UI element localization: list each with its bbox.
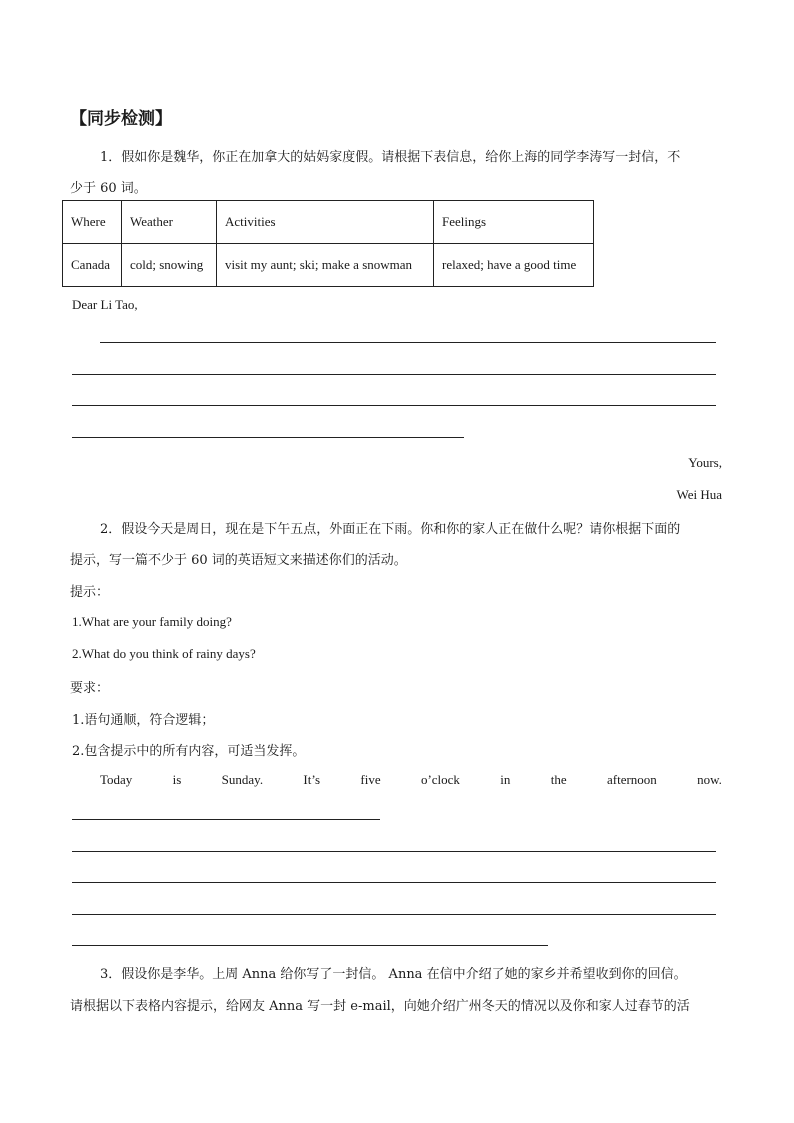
answer-line[interactable] xyxy=(100,342,716,343)
start-word: in xyxy=(500,772,511,787)
table-cell: visit my aunt; ski; make a snowman xyxy=(217,244,434,287)
answer-line[interactable] xyxy=(72,945,548,946)
section-heading: 【同步检测】 xyxy=(70,109,172,129)
start-word: is xyxy=(172,772,182,787)
table-header-cell: Feelings xyxy=(434,201,594,244)
start-word: the xyxy=(550,772,567,787)
q3-prompt-line2: 请根据以下表格内容提示，给网友 Anna 写一封 e-mail，向她介绍广州冬天的情况以及你和家人过春节的活 xyxy=(70,999,690,1014)
q2-start-sentence xyxy=(100,772,722,788)
table-header-row xyxy=(63,201,594,244)
q3-prompt-line1: 3．假设你是李华。上周 Anna 给你写了一封信。 Anna 在信中介绍了她的家乡并希望收到你的回信。 xyxy=(100,967,687,982)
q1-prompt-line2: 少于 60 词。 xyxy=(70,181,147,196)
letter-greeting: Dear Li Tao, xyxy=(72,297,138,312)
start-word: now. xyxy=(697,772,722,787)
table-row xyxy=(63,244,594,287)
requirement-item: 2.包含提示中的所有内容，可适当发挥。 xyxy=(72,744,306,759)
start-word: Sunday. xyxy=(221,772,264,787)
start-word: It’s xyxy=(303,772,321,787)
start-word: five xyxy=(360,772,381,787)
answer-line[interactable] xyxy=(72,851,716,852)
answer-line[interactable] xyxy=(72,882,716,883)
letter-signature: Wei Hua xyxy=(676,487,722,502)
start-word: afternoon xyxy=(606,772,657,787)
table-header-cell: Where xyxy=(63,201,122,244)
requirement-label: 要求： xyxy=(70,681,110,696)
hint-item: 2.What do you think of rainy days? xyxy=(72,646,256,661)
table-cell: Canada xyxy=(63,244,122,287)
answer-line[interactable] xyxy=(72,405,716,406)
answer-line[interactable] xyxy=(72,914,716,915)
table-cell: relaxed; have a good time xyxy=(434,244,594,287)
hint-item: 1.What are your family doing? xyxy=(72,614,232,629)
table-cell: cold; snowing xyxy=(122,244,217,287)
answer-line[interactable] xyxy=(72,437,464,438)
hint-label: 提示： xyxy=(70,585,110,600)
table-header-cell: Activities xyxy=(217,201,434,244)
start-word: Today xyxy=(100,772,133,787)
table-header-cell: Weather xyxy=(122,201,217,244)
q2-prompt-line2: 提示，写一篇不少于 60 词的英语短文来描述你们的活动。 xyxy=(70,553,407,568)
answer-line[interactable] xyxy=(72,374,716,375)
requirement-item: 1.语句通顺，符合逻辑； xyxy=(72,713,215,728)
q1-prompt-line1: 1．假如你是魏华，你正在加拿大的姑妈家度假。请根据下表信息，给你上海的同学李涛写一封信，不 xyxy=(100,150,681,165)
start-word: o’clock xyxy=(420,772,460,787)
letter-closing: Yours, xyxy=(688,455,722,470)
answer-line[interactable] xyxy=(72,819,380,820)
q2-prompt-line1: 2．假设今天是周日，现在是下午五点，外面正在下雨。你和你的家人正在做什么呢？请你根据下面的 xyxy=(100,522,681,537)
q1-info-table xyxy=(62,200,594,287)
